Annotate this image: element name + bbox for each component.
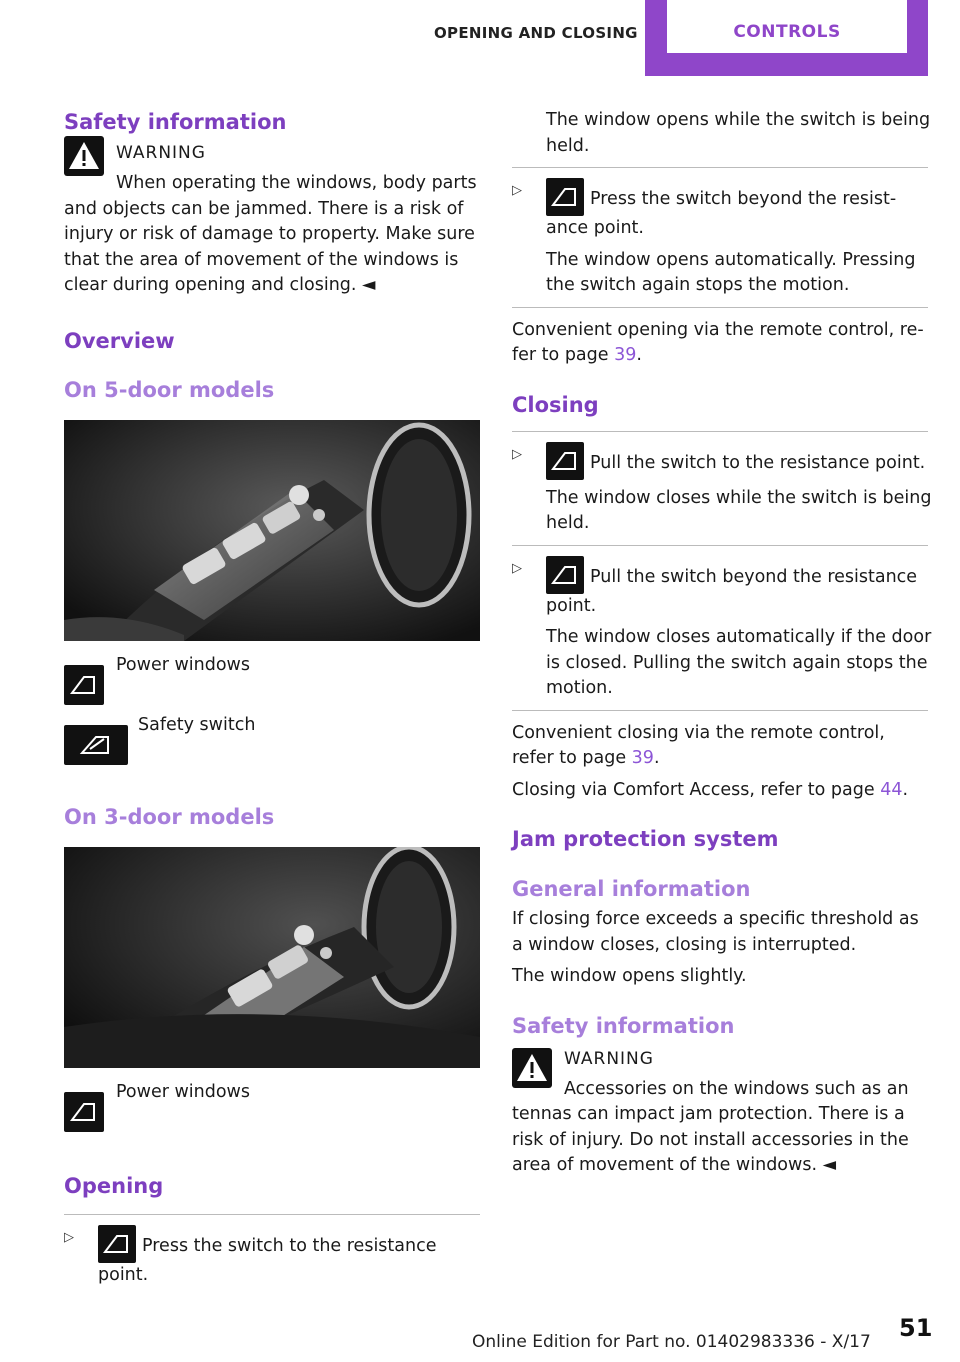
closing-step-2-continued	[512, 625, 932, 702]
left-column	[64, 108, 484, 1294]
header-chapter-label: CONTROLS	[667, 0, 907, 53]
warning-text-first: When operating the windows, body parts	[116, 173, 477, 193]
safety-switch-legend	[64, 715, 484, 775]
opening-step-1-text: Press the switch to the resistance point.	[98, 1235, 437, 1285]
divider	[512, 545, 928, 546]
opening-step-1-cont-text: The window opens while the switch is being held.	[546, 110, 931, 156]
opens-slightly-text: The window opens slightly.	[512, 966, 747, 986]
five-door-heading: On 5-door models	[64, 377, 275, 402]
opening-step-1	[64, 1225, 484, 1289]
warning-block	[64, 142, 484, 299]
power-window-switch-icon	[546, 442, 584, 480]
power-window-switch-icon	[64, 665, 104, 705]
closing-step-1	[512, 442, 932, 480]
opening-heading: Opening	[64, 1173, 164, 1198]
list-arrow-icon: ▷	[512, 446, 522, 462]
opening-step-2-continued	[512, 248, 932, 299]
power-window-switch-icon	[546, 556, 584, 594]
page-link-39[interactable]: 39	[631, 748, 654, 768]
divider	[512, 167, 928, 168]
closing-step-1-text: Pull the switch to the resistance point.	[590, 452, 926, 473]
power-window-switch-icon	[64, 1092, 104, 1132]
convenient-opening-text: Convenient opening via the remote control, refer to page	[512, 319, 924, 365]
warning-2-text-rest-body: tennas can impact jam protection. There is a risk of injury. Do not install accessories in the area of movement of the windows.	[512, 1104, 909, 1175]
comfort-access: Closing via Comfort Access, refer to page 44.	[512, 779, 909, 800]
general-information-heading: General information	[512, 877, 751, 901]
divider	[512, 710, 928, 711]
closing-heading: Closing	[512, 392, 599, 417]
closing-step-2-cont-text: The window closes automatically if the door is closed. Pulling the switch again stops the motion.	[546, 627, 932, 698]
jam-protection-heading: Jam protection system	[512, 827, 779, 851]
divider	[64, 1214, 480, 1215]
convenient-opening: Convenient opening via the remote control, refer to page 39.	[512, 319, 924, 365]
safety-switch-label: Safety switch	[138, 714, 256, 735]
opening-step-2-cont-text: The window opens automatically. Pressing the switch again stops the motion.	[546, 249, 916, 295]
closing-step-2-text: Pull the switch beyond the resistance point.	[546, 566, 918, 616]
header-section-title: OPENING AND CLOSING	[434, 24, 638, 42]
page-link-44[interactable]: 44	[880, 779, 903, 800]
five-door-switch-photo	[64, 420, 480, 641]
warning-triangle-icon	[64, 136, 104, 176]
page-link-39[interactable]: 39	[614, 345, 637, 365]
page-number: 51	[899, 1314, 933, 1342]
general-information-text: If closing force exceeds a specific threshold as a window closes, closing is interrupted.	[512, 909, 919, 955]
warning-block-2	[512, 1048, 932, 1179]
list-arrow-icon: ▷	[64, 1229, 74, 1245]
power-window-switch-icon	[546, 178, 584, 216]
safety-switch-icon	[64, 725, 128, 765]
power-windows-label: Power windows	[116, 654, 250, 675]
convenient-closing: Convenient closing via the remote control, refer to page 39.	[512, 722, 885, 768]
opening-step-2-text: Press the switch beyond the resistance point.	[546, 189, 897, 238]
divider	[512, 431, 928, 432]
comfort-access-text: Closing via Comfort Access, refer to page	[512, 779, 881, 800]
convenient-closing-text: Convenient closing via the remote control, refer to page	[512, 722, 885, 768]
right-column	[512, 108, 932, 1185]
header-chapter-tab	[645, 0, 928, 76]
closing-step-2	[512, 556, 932, 620]
power-windows-label-3: Power windows	[116, 1081, 250, 1102]
warning-2-label: WARNING	[564, 1048, 654, 1069]
three-door-heading: On 3-door models	[64, 804, 275, 829]
warning-2-text-first: Accessories on the windows such as an	[564, 1078, 909, 1099]
power-windows-legend	[64, 655, 484, 715]
overview-heading: Overview	[64, 328, 175, 353]
warning-label: WARNING	[116, 143, 206, 163]
divider	[512, 307, 928, 308]
safety-information-heading: Safety information	[64, 110, 287, 134]
end-mark: ◄	[822, 1155, 837, 1175]
warning-text-rest-body: and objects can be jammed. There is a risk of injury or risk of damage to property. Make sure that the area of movement of the windows is clear during opening and closing.	[64, 198, 475, 295]
list-arrow-icon: ▷	[512, 183, 522, 198]
closing-step-1-continued	[512, 486, 932, 537]
closing-step-1-cont-text: The window closes while the switch is being held.	[546, 487, 932, 533]
opening-step-2	[512, 178, 932, 242]
list-arrow-icon: ▷	[512, 560, 522, 576]
opening-step-1-continued	[512, 108, 932, 159]
warning-2-text-rest	[512, 1102, 932, 1179]
safety-information-2-heading: Safety information	[512, 1013, 735, 1038]
end-mark: ◄	[362, 275, 376, 295]
power-window-switch-icon	[98, 1225, 136, 1263]
three-door-switch-photo	[64, 847, 480, 1068]
warning-text-rest	[64, 197, 484, 299]
warning-triangle-icon	[512, 1048, 552, 1088]
power-windows-legend-3	[64, 1082, 484, 1142]
footer-edition: Online Edition for Part no. 01402983336 - X/17	[472, 1332, 871, 1352]
